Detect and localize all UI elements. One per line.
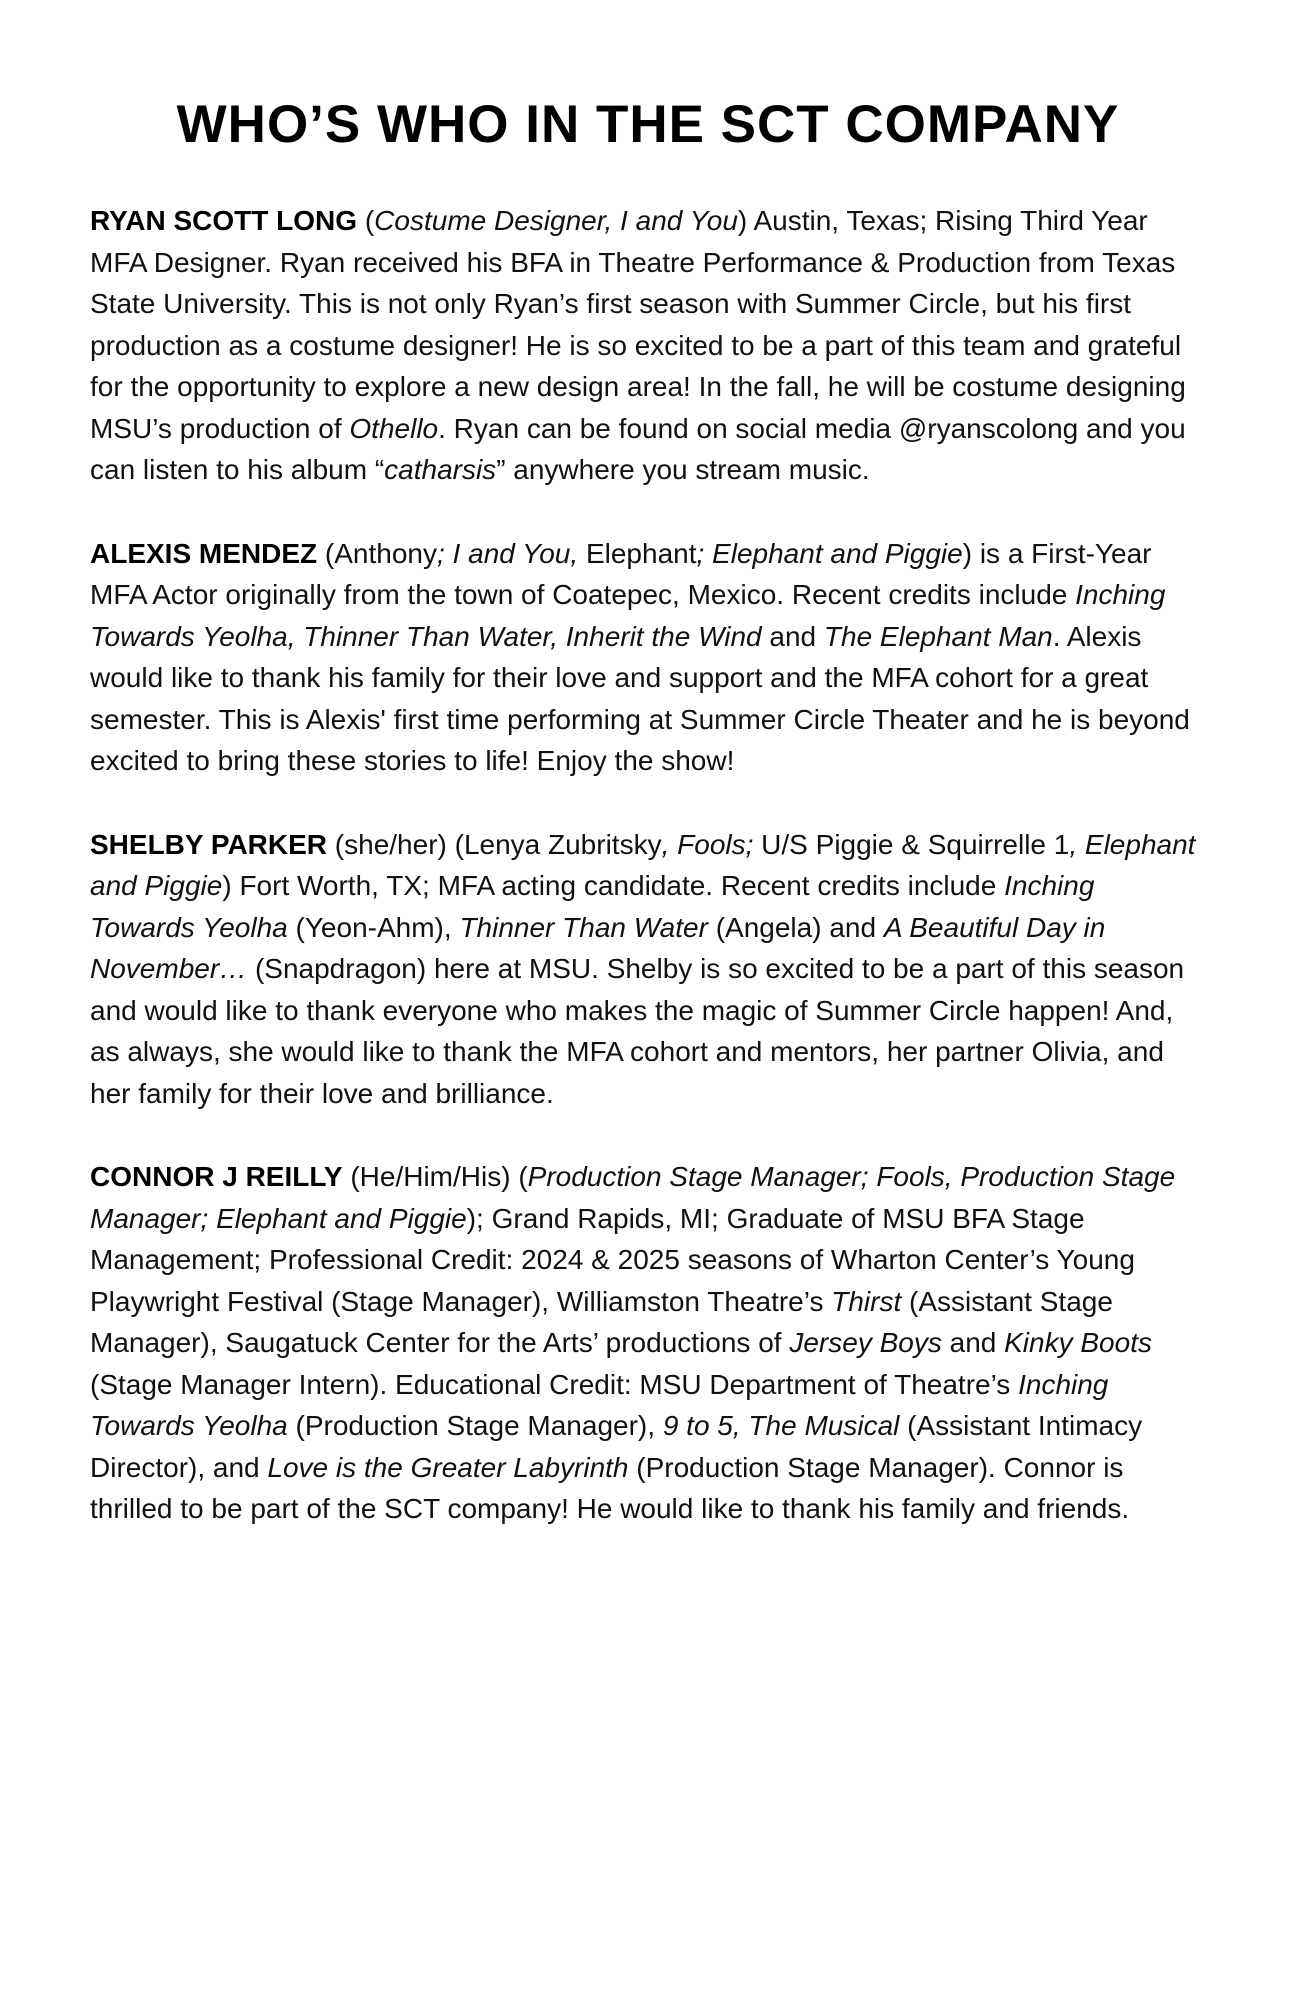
bio-italic-text: Inching Towards Yeolha, Thinner Than Water, Inherit the Wind [90, 579, 1166, 652]
bio-text: (she/her) (Lenya Zubritsky [327, 828, 662, 860]
bio-italic-text: catharsis [384, 454, 497, 486]
page-title: WHO’S WHO IN THE SCT COMPANY [176, 95, 1120, 154]
bio-text: U/S Piggie & Squirrelle 1 [753, 828, 1070, 860]
bio-text: ” anywhere you stream music. [496, 454, 870, 486]
bio-ryan-scott-long [90, 200, 1206, 491]
bio-name: CONNOR J REILLY [90, 1161, 343, 1193]
bio-italic-text: , Elephant and Piggie [90, 828, 1196, 902]
bio-text: (Assistant Intimacy Director), and [90, 1410, 1143, 1483]
bio-alexis-mendez [90, 533, 1206, 782]
bio-text: (He/Him/His) ( [342, 1161, 528, 1193]
bio-italic-text: Thirst [831, 1285, 902, 1317]
bio-connor-j-reilly [90, 1156, 1206, 1530]
bio-italic-text: Thinner Than Water [459, 911, 708, 943]
bio-italic-text: Kinky Boots [1004, 1327, 1152, 1359]
bio-italic-text: Costume Designer, I and You [374, 205, 738, 237]
bio-text: and [941, 1327, 1005, 1359]
bio-italic-text: 9 to 5, The Musical [662, 1410, 900, 1442]
bio-italic-text: ; I and You, [437, 537, 579, 569]
bio-text: ) Austin, Texas; Rising Third Year MFA Designer. Ryan received his BFA in Theatre Performance & Production from Texas State University. This is not only Ryan’s first season with Summer Circle, but his first production as a costume designer! He is so excited to be a part of this team and grateful for the opportunity to explore a new design area! In the fall, he will be costume designing MSU’s production of [90, 205, 1186, 444]
bio-text: (Production Stage Manager). Connor is thrilled to be part of the SCT company! He would like to thank his family and friends. [90, 1451, 1130, 1525]
bio-italic-text: Jersey Boys [789, 1327, 942, 1359]
bio-italic-text: Inching Towards Yeolha [90, 870, 1095, 943]
bio-italic-text: ; Elephant and Piggie [696, 537, 963, 569]
bio-text: ( [357, 205, 375, 237]
bio-list [90, 200, 1206, 1530]
bio-text: (Assistant Stage Manager), Saugatuck Center for the Arts’ productions of [90, 1285, 1113, 1359]
bio-text: (Yeon-Ahm), [287, 911, 460, 943]
bio-text: Elephant [578, 537, 697, 569]
bio-italic-text: Inching Towards Yeolha [90, 1368, 1109, 1442]
bio-shelby-parker [90, 824, 1206, 1115]
bio-text: (Angela) and [707, 911, 884, 943]
bio-text: . Alexis would like to thank his family for their love and support and the MFA cohort for a great semester. This is Alexis' first time performing at Summer Circle Theater and he is beyond excited to bring these stories to life! Enjoy the show! [90, 620, 1190, 777]
bio-text: (Production Stage Manager), [287, 1410, 663, 1442]
bio-name: SHELBY PARKER [90, 828, 328, 860]
bio-italic-text: The Elephant Man [823, 620, 1053, 652]
bio-text: (Stage Manager Intern). Educational Credit: MSU Department of Theatre’s [90, 1368, 1019, 1400]
bio-italic-text: Othello [349, 412, 439, 444]
bio-text: (Snapdragon) here at MSU. Shelby is so excited to be a part of this season and would like to thank everyone who makes the magic of Summer Circle happen! And, as always, she would like to thank the MFA cohort and mentors, her partner Olivia, and her family for their love and brilliance. [90, 953, 1185, 1109]
bio-italic-text: , Fools; [661, 828, 754, 860]
bio-italic-text: Production Stage Manager; Fools, Production Stage Manager; Elephant and Piggie [90, 1161, 1176, 1234]
bio-text: ) is a First-Year MFA Actor originally from the town of Coatepec, Mexico. Recent credits include [90, 537, 1152, 611]
bio-text: and [761, 620, 824, 652]
bio-italic-text: A Beautiful Day in November… [90, 911, 1106, 985]
bio-text: (Anthony [317, 537, 437, 569]
bio-italic-text: Love is the Greater Labyrinth [267, 1451, 629, 1483]
bio-name: RYAN SCOTT LONG [90, 205, 358, 237]
bio-text: ) Fort Worth, TX; MFA acting candidate. Recent credits include [222, 870, 1005, 902]
bio-name: ALEXIS MENDEZ [90, 537, 318, 569]
bio-text: ); Grand Rapids, MI; Graduate of MSU BFA Stage Management; Professional Credit: 2024 & 2025 seasons of Wharton Center’s Young Playwright Festival (Stage Manager), Williamston Theatre’s [90, 1202, 1135, 1317]
bio-text: . Ryan can be found on social media @ryanscolong and you can listen to his album “ [90, 412, 1186, 486]
